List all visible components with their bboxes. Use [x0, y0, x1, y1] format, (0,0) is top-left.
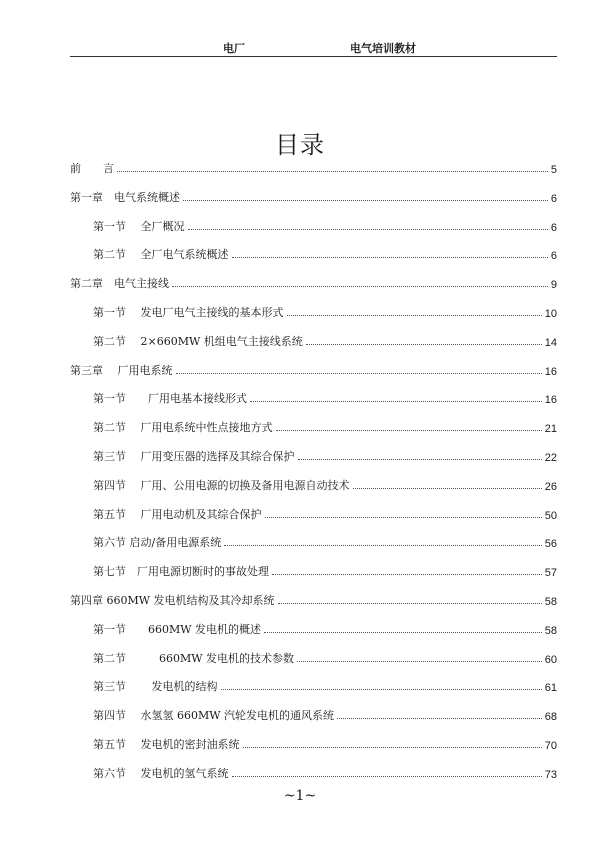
toc-entry[interactable]: [93, 331, 557, 349]
toc-entry[interactable]: [70, 590, 557, 608]
toc-leader-dots: [264, 632, 542, 633]
toc-entry-page: 10: [544, 308, 557, 320]
page-header: [70, 40, 557, 57]
toc-entry[interactable]: [70, 360, 557, 378]
toc-leader-dots: [297, 661, 542, 662]
toc-entry[interactable]: [93, 302, 557, 320]
toc-entry[interactable]: [93, 446, 557, 464]
page-title: 目录: [275, 131, 325, 159]
toc-entry-page: 21: [544, 423, 557, 436]
toc-entry[interactable]: [93, 475, 557, 493]
toc-entry-label: 第三节 发电机的结构: [93, 680, 218, 694]
toc-leader-dots: [278, 603, 542, 604]
toc-entry[interactable]: [70, 187, 557, 205]
toc-entry[interactable]: [93, 417, 557, 435]
toc-leader-dots: [250, 401, 542, 402]
toc-entry-page: 16: [544, 394, 557, 407]
toc-entry[interactable]: [93, 676, 557, 694]
toc-entry[interactable]: [93, 648, 557, 666]
toc-entry-page: 68: [544, 711, 557, 724]
toc-entry-label: 第二节 厂用电系统中性点接地方式: [93, 421, 273, 435]
toc-entry-page: 73: [544, 768, 557, 781]
toc-entry-page: 5: [550, 164, 557, 176]
toc-entry-label: 第一节 660MW 发电机的概述: [93, 622, 262, 636]
toc-leader-dots: [221, 689, 542, 690]
toc-entry-page: 60: [544, 653, 557, 666]
toc-entry[interactable]: [93, 388, 557, 406]
toc-entry-page: 6: [550, 192, 557, 205]
toc-leader-dots: [276, 430, 542, 431]
toc-entry-label: 第一节 厂用电基本接线形式: [93, 392, 247, 406]
toc-entry-label: 第三章 厂用电系统: [70, 363, 173, 377]
toc-entry-page: 56: [544, 538, 557, 551]
toc-leader-dots: [243, 747, 542, 748]
toc-entry[interactable]: [93, 244, 557, 262]
toc-entry-label: 第三节 厂用变压器的选择及其综合保护: [93, 450, 295, 463]
toc-entry[interactable]: [93, 734, 557, 752]
toc-entry-label: 第二章 电气主接线: [70, 277, 169, 291]
toc-entry[interactable]: [70, 158, 557, 176]
toc-entry-label: 第五节 发电机的密封油系统: [93, 738, 240, 751]
toc-entry[interactable]: [93, 561, 557, 579]
toc-entry-page: 58: [544, 596, 557, 608]
toc-entry-page: 58: [544, 624, 557, 637]
header-right-text: 电气培训教材: [350, 42, 416, 55]
toc-entry-label: 第一节 发电厂电气主接线的基本形式: [93, 306, 284, 319]
page-number-footer: ~1~: [283, 788, 317, 804]
toc-entry-label: 第一章 电气系统概述: [70, 190, 180, 204]
toc-leader-dots: [337, 718, 542, 719]
toc-entry-label: 第二节 660MW 发电机的技术参数: [93, 651, 295, 665]
toc-leader-dots: [188, 229, 548, 230]
toc-leader-dots: [232, 257, 548, 258]
toc-entry[interactable]: [70, 273, 557, 291]
toc-entry-page: 6: [550, 221, 557, 234]
header-left-text: 电厂: [223, 42, 245, 55]
toc-entry-label: 第四节 水氢氢 660MW 汽轮发电机的通风系统: [93, 709, 335, 723]
toc-entry-page: 16: [544, 365, 557, 378]
toc-leader-dots: [287, 315, 542, 316]
toc-entry-label: 第二节 2×660MW 机组电气主接线系统: [93, 334, 303, 348]
toc-entry[interactable]: [93, 763, 557, 781]
toc-entry-page: 70: [544, 740, 557, 752]
toc-entry-label: 第六节 启动/备用电源系统: [93, 536, 222, 550]
toc-entry-label: 第四章 660MW 发电机结构及其冷却系统: [70, 594, 275, 607]
toc-entry-label: 第二节 全厂电气系统概述: [93, 248, 229, 262]
toc-entry[interactable]: [93, 504, 557, 522]
toc-leader-dots: [353, 488, 542, 489]
toc-entry-page: 57: [544, 567, 557, 580]
toc-entry-page: 14: [544, 336, 557, 349]
toc-leader-dots: [224, 545, 542, 546]
toc-entry-page: 61: [544, 682, 557, 695]
toc-entry-page: 22: [544, 452, 557, 464]
toc-entry-label: 前 言: [70, 162, 114, 175]
toc-leader-dots: [265, 517, 542, 518]
toc-leader-dots: [306, 344, 542, 345]
toc-entry[interactable]: [93, 532, 557, 550]
toc-entry-page: 26: [544, 480, 557, 493]
toc-leader-dots: [183, 200, 548, 201]
toc-entry-page: 6: [550, 250, 557, 263]
toc-entry-label: 第七节 厂用电源切断时的事故处理: [93, 565, 269, 579]
toc-entry-page: 50: [544, 509, 557, 522]
toc-leader-dots: [117, 171, 548, 172]
toc-entry-label: 第一节 全厂概况: [93, 219, 185, 233]
toc-leader-dots: [172, 286, 548, 287]
toc-entry[interactable]: [93, 216, 557, 234]
toc-entry[interactable]: [93, 705, 557, 723]
toc-leader-dots: [176, 373, 542, 374]
toc-entry-label: 第四节 厂用、公用电源的切换及备用电源自动技术: [93, 478, 350, 492]
toc-entry-label: 第六节 发电机的氢气系统: [93, 766, 229, 780]
toc-leader-dots: [232, 776, 542, 777]
toc-leader-dots: [298, 459, 542, 460]
toc-entry[interactable]: [93, 619, 557, 637]
toc-entry-label: 第五节 厂用电动机及其综合保护: [93, 507, 262, 521]
toc-leader-dots: [272, 574, 542, 575]
toc-entry-page: 9: [550, 279, 557, 292]
